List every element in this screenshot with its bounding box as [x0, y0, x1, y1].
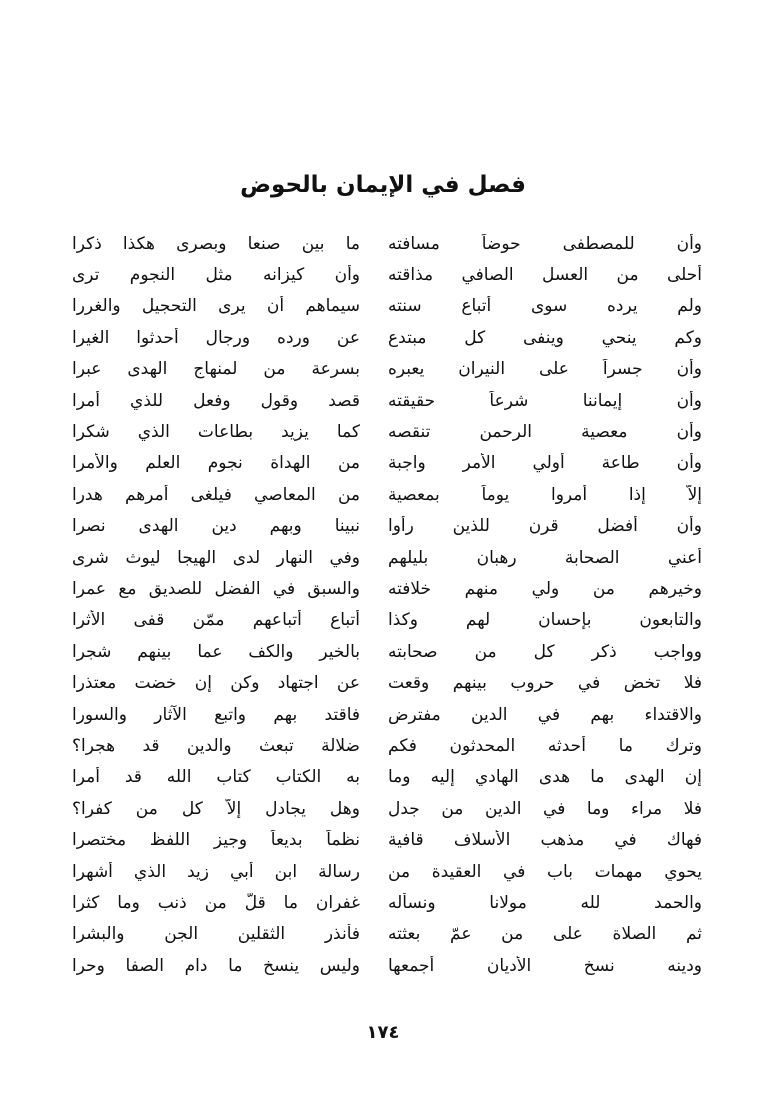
first-hemistich: وواجب ذكر كل من صحابته [388, 641, 702, 662]
second-hemistich: وفي النهار لدى الهيجا ليوث شرى [72, 547, 360, 568]
verse-line [72, 479, 702, 510]
second-hemistich: من الهداة نجوم العلم والأمرا [72, 453, 360, 474]
page-number: ١٧٤ [366, 1022, 400, 1043]
verse-line [72, 259, 702, 290]
second-hemistich: ما بين صنعا وبصرى هكذا ذكرا [72, 233, 360, 254]
first-hemistich: إلاَّ إذا أمروا يوماً بمعصية [388, 484, 702, 505]
verse-line [72, 542, 702, 573]
first-hemistich: وأن أفضل قرن للذين رأوا [388, 516, 702, 537]
first-hemistich: أعني الصحابة رهبان بليلهم [388, 547, 702, 568]
first-hemistich: والتابعون بإحسان لهم وكذا [388, 610, 702, 631]
first-hemistich: فلا تخض في حروب بينهم وقعت [388, 673, 702, 694]
first-hemistich: ودينه نسخ الأديان أجمعها [388, 955, 702, 976]
first-hemistich: وكم ينحي وينفى كل مبتدع [388, 327, 702, 348]
verse-line [72, 291, 702, 322]
first-hemistich: فهاك في مذهب الأسلاف قافية [388, 830, 702, 851]
verse-line [72, 856, 702, 887]
second-hemistich: من المعاصي فيلغى أمرهم هدرا [72, 484, 360, 505]
first-hemistich: يحوي مهمات باب في العقيدة من [388, 861, 702, 882]
verse-line [72, 730, 702, 761]
second-hemistich: به الكتاب كتاب الله قد أمرا [72, 767, 360, 788]
second-hemistich: والسبق في الفضل للصديق مع عمرا [72, 578, 360, 599]
verse-line [72, 667, 702, 698]
second-hemistich: قصد وقول وفعل للذي أمرا [72, 390, 360, 411]
second-hemistich: وأن كيزانه مثل النجوم ترى [72, 265, 360, 286]
verse-line [72, 385, 702, 416]
second-hemistich: كما يزيد بطاعات الذي شكرا [72, 422, 360, 443]
verse-line [72, 950, 702, 981]
second-hemistich: فأنذر الثقلين الجن والبشرا [72, 924, 360, 945]
verse-line [72, 699, 702, 730]
first-hemistich: وأن طاعة أولي الأمر واجبة [388, 453, 702, 474]
first-hemistich: أحلى من العسل الصافي مذاقته [388, 265, 702, 286]
second-hemistich: فاقتد بهم واتبع الآثار والسورا [72, 704, 360, 725]
verse-line [72, 573, 702, 604]
first-hemistich: إن الهدى ما هدى الهادي إليه وما [388, 767, 702, 788]
second-hemistich: عن اجتهاد وكن إن خضت معتذرا [72, 673, 360, 694]
second-hemistich: ضلالة تبعث والدين قد هجرا؟ [72, 735, 360, 756]
poem [72, 228, 702, 981]
first-hemistich: وأن إيماننا شرعاً حقيقته [388, 390, 702, 411]
second-hemistich: بالخير والكف عما بينهم شجرا [72, 641, 360, 662]
first-hemistich: وخيرهم من ولي منهم خلافته [388, 578, 702, 599]
verse-line [72, 762, 702, 793]
second-hemistich: نبينا وبهم دين الهدى نصرا [72, 516, 360, 537]
second-hemistich: رسالة ابن أبي زيد الذي أشهرا [72, 861, 360, 882]
second-hemistich: عن ورده ورجال أحدثوا الغيرا [72, 327, 360, 348]
verse-line [72, 448, 702, 479]
second-hemistich: وهل يجادل إلاَّ كل من كفرا؟ [72, 798, 360, 819]
first-hemistich: ثم الصلاة على من عمّ بعثته [388, 924, 702, 945]
first-hemistich: فلا مراء وما في الدين من جدل [388, 798, 702, 819]
first-hemistich: وأن معصية الرحمن تنقصه [388, 422, 702, 443]
second-hemistich: غفران ما قلّ من ذنب وما كثرا [72, 892, 360, 913]
verse-line [72, 228, 702, 259]
second-hemistich: سيماهم أن يرى التحجيل والغررا [72, 296, 360, 317]
verse-line [72, 919, 702, 950]
verse-line [72, 636, 702, 667]
verse-line [72, 605, 702, 636]
verse-line [72, 322, 702, 353]
first-hemistich: والحمد لله مولانا ونسأله [388, 892, 702, 913]
verse-line [72, 511, 702, 542]
first-hemistich: والاقتداء بهم في الدين مفترض [388, 704, 702, 725]
first-hemistich: وترك ما أحدثه المحدثون فكم [388, 735, 702, 756]
second-hemistich: وليس ينسخ ما دام الصفا وحرا [72, 955, 360, 976]
verse-line [72, 354, 702, 385]
second-hemistich: بسرعة من لمنهاج الهدى عبرا [72, 359, 360, 380]
verse-line [72, 793, 702, 824]
section-title: فصل في الإيمان بالحوض [240, 172, 526, 198]
second-hemistich: نظماً بديعاً وجيز اللفظ مختصرا [72, 830, 360, 851]
first-hemistich: وأن جسراً على النيران يعبره [388, 359, 702, 380]
second-hemistich: أتباع أتباعهم ممّن قفى الأثرا [72, 610, 360, 631]
verse-line [72, 887, 702, 918]
first-hemistich: ولم يرده سوى أتباع سنته [388, 296, 702, 317]
first-hemistich: وأن للمصطفى حوضاً مسافته [388, 233, 702, 254]
verse-line [72, 416, 702, 447]
verse-line [72, 824, 702, 855]
